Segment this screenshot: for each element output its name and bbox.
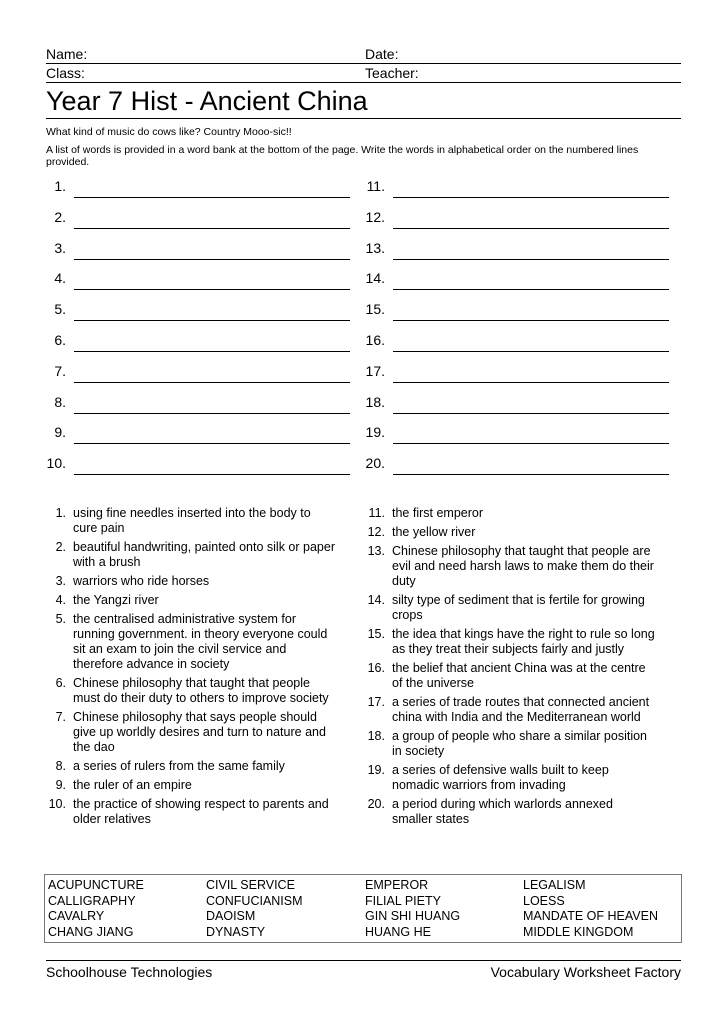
answer-blank[interactable]: [393, 442, 669, 444]
word-bank-term: MANDATE OF HEAVEN: [523, 909, 658, 924]
clue-number: 7.: [55, 710, 66, 724]
word-bank-term: CALLIGRAPHY: [48, 893, 136, 908]
clue-item: [365, 729, 655, 759]
teacher-label: Teacher:: [365, 65, 419, 81]
clue-number: 12.: [367, 525, 385, 539]
clue-text: the belief that ancient China was at the centre of the universe: [392, 661, 646, 690]
instructions-text: A list of words is provided in a word bank at the bottom of the page. Write the words in alphabetical order on the numbered lines provided.: [46, 144, 639, 168]
word-bank-term: CHANG JIANG: [48, 925, 134, 940]
answer-line[interactable]: [365, 363, 675, 383]
clue-item: [365, 544, 655, 589]
clue-text: a group of people who share a similar position in society: [392, 729, 648, 758]
clue-item: [46, 593, 336, 608]
clue-text: the idea that kings have the right to rule so long as they treat their subjects fairly and justly: [392, 627, 655, 656]
word-bank-term: ACUPUNCTURE: [48, 878, 144, 892]
clue-text: the centralised administrative system for running government. in theory everyone could sit an exam to join the civil service and therefore advance in society: [73, 612, 328, 671]
answer-number: 2.: [54, 208, 66, 225]
answer-number: 4.: [54, 270, 66, 287]
answer-line[interactable]: [365, 240, 675, 260]
clue-item: [46, 797, 336, 827]
clue-number: 2.: [55, 540, 66, 554]
clue-text: a series of defensive walls built to keep nomadic warriors from invading: [392, 763, 609, 792]
answer-blank[interactable]: [74, 473, 350, 475]
answer-line[interactable]: [365, 209, 675, 229]
footer-right-text: Vocabulary Worksheet Factory: [490, 964, 681, 980]
answer-line[interactable]: [365, 270, 675, 290]
word-bank-term: CIVIL SERVICE: [206, 878, 295, 892]
clue-text: a series of rulers from the same family: [73, 759, 285, 773]
word-bank-term: CAVALRY: [48, 909, 105, 924]
answer-blank[interactable]: [393, 319, 669, 321]
clue-text: the yellow river: [392, 525, 476, 539]
word-bank-term: LOESS: [523, 893, 565, 908]
clue-text: the ruler of an empire: [73, 778, 192, 792]
answer-blank[interactable]: [74, 381, 350, 383]
answer-number: 17.: [365, 362, 385, 379]
clue-number: 1.: [55, 506, 66, 520]
clue-number: 10.: [48, 797, 66, 811]
name-label: Name:: [46, 46, 88, 62]
answer-blank[interactable]: [393, 381, 669, 383]
header-row-class-teacher: [46, 64, 681, 83]
clue-text: Chinese philosophy that taught that people must do their duty to others to improve society: [73, 676, 329, 705]
answer-blank[interactable]: [393, 473, 669, 475]
clue-item: [46, 778, 336, 793]
word-bank-term: GIN SHI HUANG: [365, 909, 461, 924]
clue-text: using fine needles inserted into the body to cure pain: [73, 506, 311, 535]
clue-number: 8.: [55, 759, 66, 773]
word-bank-term: HUANG HE: [365, 925, 431, 940]
class-label: Class:: [46, 65, 85, 81]
answer-number: 18.: [365, 393, 385, 410]
answer-number: 15.: [365, 301, 385, 318]
clue-number: 13.: [367, 544, 385, 558]
clue-number: 17.: [367, 695, 385, 709]
answer-line[interactable]: [46, 394, 356, 414]
answer-blank[interactable]: [393, 412, 669, 414]
clue-number: 9.: [55, 778, 66, 792]
clue-number: 16.: [367, 661, 385, 675]
answer-line[interactable]: [365, 394, 675, 414]
clues-column-left: [46, 506, 336, 831]
clue-item: [365, 763, 655, 793]
clue-item: [365, 695, 655, 725]
clue-text: the first emperor: [392, 506, 484, 520]
clue-number: 11.: [368, 506, 385, 520]
answer-number: 9.: [54, 424, 66, 441]
footer-left-text: Schoolhouse Technologies: [46, 964, 213, 980]
clue-text: a period during which warlords annexed smaller states: [392, 797, 613, 826]
answer-blank[interactable]: [393, 227, 669, 229]
word-bank-term: MIDDLE KINGDOM: [523, 925, 634, 940]
clue-text: Chinese philosophy that says people should give up worldly desires and turn to nature and the dao: [73, 710, 326, 754]
clue-text: the Yangzi river: [73, 593, 159, 607]
clue-number: 14.: [367, 593, 385, 607]
clue-number: 5.: [55, 612, 66, 626]
clue-item: [46, 676, 336, 706]
answer-line[interactable]: [46, 455, 356, 475]
answer-number: 11.: [366, 178, 385, 194]
answer-line[interactable]: [46, 332, 356, 352]
answer-blank[interactable]: [393, 196, 669, 198]
answer-line[interactable]: [365, 178, 675, 198]
answer-number: 14.: [365, 270, 385, 287]
footer: [46, 960, 681, 983]
clue-item: [365, 797, 655, 827]
answer-blank[interactable]: [393, 258, 669, 260]
answer-number: 20.: [365, 455, 385, 472]
answer-blank[interactable]: [74, 288, 350, 290]
answer-number: 13.: [365, 239, 385, 256]
answer-number: 1.: [54, 178, 66, 194]
answer-number: 16.: [365, 332, 385, 348]
word-bank-term: FILIAL PIETY: [365, 893, 441, 908]
clue-text: warriors who ride horses: [73, 574, 210, 588]
clue-item: [365, 506, 655, 521]
word-bank-term: EMPEROR: [365, 878, 429, 892]
clue-item: [46, 710, 336, 755]
answer-blank[interactable]: [74, 227, 350, 229]
clue-item: [365, 661, 655, 691]
clue-text: the practice of showing respect to parents and older relatives: [73, 797, 329, 826]
answer-line[interactable]: [46, 424, 356, 444]
answer-number: 3.: [54, 239, 66, 256]
date-label: Date:: [365, 46, 399, 62]
word-bank-term: DAOISM: [206, 909, 256, 924]
answer-line[interactable]: [46, 270, 356, 290]
clues-column-right: [365, 506, 655, 831]
answer-blank[interactable]: [393, 350, 669, 352]
clue-item: [46, 612, 336, 672]
word-bank-term: CONFUCIANISM: [206, 893, 303, 908]
clue-item: [46, 540, 336, 570]
clue-item: [46, 506, 336, 536]
header-row-name-date: [46, 45, 681, 64]
answer-number: 7.: [54, 362, 66, 379]
clue-item: [365, 627, 655, 657]
answer-line[interactable]: [46, 240, 356, 260]
clue-number: 6.: [55, 676, 66, 690]
answer-number: 6.: [54, 332, 66, 348]
clue-item: [46, 574, 336, 589]
answer-line[interactable]: [365, 332, 675, 352]
word-bank-term: DYNASTY: [206, 925, 266, 940]
answer-number: 5.: [54, 301, 66, 318]
answer-blank[interactable]: [74, 196, 350, 198]
answer-number: 12.: [365, 208, 385, 225]
clue-text: silty type of sediment that is fertile for growing crops: [392, 593, 645, 622]
answer-number: 10.: [46, 455, 66, 472]
answer-line[interactable]: [365, 455, 675, 475]
answer-number: 19.: [365, 424, 385, 441]
answer-line[interactable]: [46, 178, 356, 198]
answer-line[interactable]: [46, 363, 356, 383]
word-bank-term: LEGALISM: [523, 878, 586, 892]
clue-item: [365, 525, 655, 540]
answer-blank[interactable]: [74, 350, 350, 352]
clue-text: a series of trade routes that connected ancient china with India and the Mediterranean world: [392, 695, 650, 724]
clue-number: 4.: [55, 593, 66, 607]
clue-number: 19.: [367, 763, 385, 777]
answer-blank[interactable]: [74, 442, 350, 444]
joke-text: What kind of music do cows like? Country Mooo-sic!!: [46, 126, 292, 138]
answer-line[interactable]: [365, 424, 675, 444]
clue-number: 20.: [367, 797, 385, 811]
clue-number: 15.: [367, 627, 385, 641]
answer-number: 8.: [54, 393, 66, 410]
clue-text: beautiful handwriting, painted onto silk or paper with a brush: [73, 540, 335, 569]
clue-item: [46, 759, 336, 774]
answer-line[interactable]: [46, 301, 356, 321]
answer-blank[interactable]: [74, 258, 350, 260]
answer-blank[interactable]: [393, 288, 669, 290]
clue-number: 3.: [55, 574, 66, 588]
answer-line[interactable]: [46, 209, 356, 229]
word-bank: [44, 874, 682, 943]
answer-line[interactable]: [365, 301, 675, 321]
clue-number: 18.: [367, 729, 385, 743]
page-title: Year 7 Hist - Ancient China: [46, 84, 681, 119]
answer-blank[interactable]: [74, 319, 350, 321]
clue-item: [365, 593, 655, 623]
clue-text: Chinese philosophy that taught that people are evil and need harsh laws to make them do their duty: [392, 544, 654, 588]
answer-blank[interactable]: [74, 412, 350, 414]
